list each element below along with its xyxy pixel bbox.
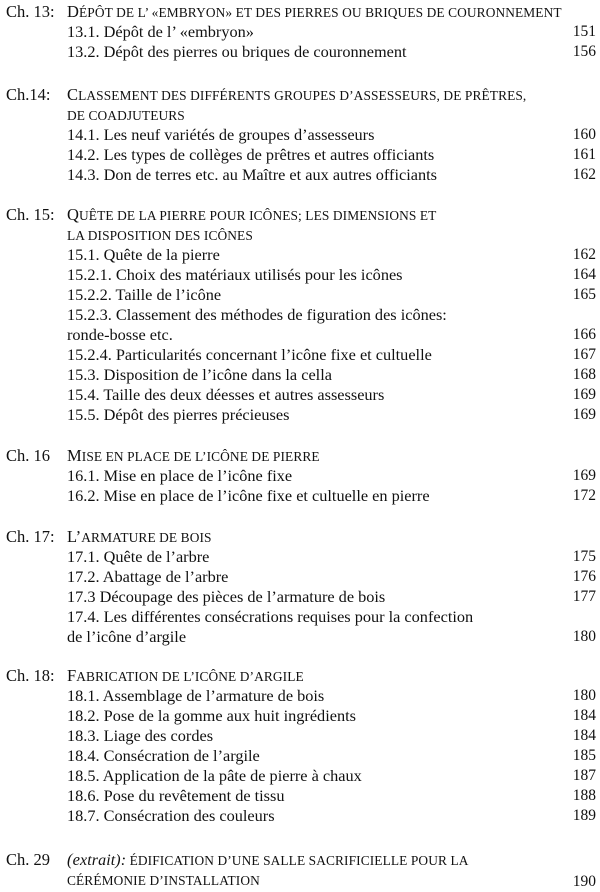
page-number: 162 bbox=[572, 166, 596, 183]
toc-entry-text: 18.5. Application de la pâte de pierre à chaux bbox=[67, 766, 362, 785]
chapter-title bbox=[67, 2, 582, 23]
chapter-title-line: DÉPÔT DE L’ «EMBRYON» ET DES PIERRES OU BRIQUES DE COURONNEMENT bbox=[67, 2, 562, 21]
toc-entry bbox=[67, 806, 600, 826]
toc-entry-text bbox=[67, 607, 473, 647]
toc-entry bbox=[67, 42, 600, 62]
chapter-title-line bbox=[67, 850, 582, 871]
toc-entry-text: 18.7. Consécration des couleurs bbox=[67, 806, 275, 825]
toc-entry-text: 17.1. Quête de l’arbre bbox=[67, 547, 210, 566]
chapter-title-text: ÉDIFICATION D’UNE SALLE SACRIFICIELLE POUR LA bbox=[129, 853, 469, 868]
chapter-label: Ch.14: bbox=[6, 85, 51, 104]
page-number: 167 bbox=[572, 346, 596, 363]
page-number: 161 bbox=[572, 146, 596, 163]
toc-entry-text: 13.2. Dépôt des pierres ou briques de couronnement bbox=[67, 42, 407, 61]
page-number: 184 bbox=[572, 707, 596, 724]
toc-entry-text: 16.1. Mise en place de l’icône fixe bbox=[67, 466, 293, 485]
toc-entry-line: 15.2.3. Classement des méthodes de figuration des icônes: bbox=[67, 305, 447, 324]
toc-entry bbox=[67, 365, 600, 385]
toc-entry-text: 16.2. Mise en place de l’icône fixe et cultuelle en pierre bbox=[67, 486, 430, 505]
toc-entry-text: 15.4. Taille des deux déesses et autres assesseurs bbox=[67, 385, 385, 404]
chapter-title-line: L’ARMATURE DE BOIS bbox=[67, 527, 212, 546]
chapter-title-line: DE COADJUTEURS bbox=[67, 108, 185, 123]
toc-entry-line: de l’icône d’argile bbox=[67, 627, 187, 646]
page-number: 164 bbox=[572, 266, 596, 283]
page-number: 190 bbox=[572, 873, 596, 890]
chapter-title bbox=[67, 527, 582, 548]
toc-entry-text: 14.2. Les types de collèges de prêtres et autres officiants bbox=[67, 145, 435, 164]
chapter-label: Ch. 13: bbox=[6, 2, 55, 21]
chapter-title bbox=[67, 446, 582, 467]
chapter-label: Ch. 17: bbox=[6, 527, 55, 546]
toc-entry-text: 18.6. Pose du revêtement de tissu bbox=[67, 786, 285, 805]
toc-entry bbox=[67, 706, 600, 726]
toc-entry-text: 15.1. Quête de la pierre bbox=[67, 245, 220, 264]
toc-entry bbox=[67, 786, 600, 806]
toc-entry bbox=[67, 567, 600, 587]
page-number: 151 bbox=[572, 23, 596, 40]
toc-entry bbox=[67, 726, 600, 746]
toc-entry bbox=[67, 746, 600, 766]
chapter-title bbox=[67, 205, 582, 246]
page-number: 169 bbox=[572, 386, 596, 403]
chapter-label: Ch. 18: bbox=[6, 666, 55, 685]
page-number: 169 bbox=[572, 406, 596, 423]
toc-entry bbox=[67, 486, 600, 506]
toc-entry-line: ronde-bosse etc. bbox=[67, 325, 173, 344]
page-number: 180 bbox=[572, 628, 596, 645]
toc-entry bbox=[67, 345, 600, 365]
page-number: 162 bbox=[572, 246, 596, 263]
toc-entry-text: 15.3. Disposition de l’icône dans la cella bbox=[67, 365, 332, 384]
toc-entry-text: 15.2.2. Taille de l’icône bbox=[67, 285, 222, 304]
toc-entry-text: 13.1. Dépôt de l’ «embryon» bbox=[67, 22, 254, 41]
toc-entry bbox=[67, 466, 600, 486]
toc-entry-text: 18.1. Assemblage de l’armature de bois bbox=[67, 686, 325, 705]
page-number: 184 bbox=[572, 727, 596, 744]
page-number: 177 bbox=[572, 588, 596, 605]
toc-entry-text: 18.4. Consécration de l’argile bbox=[67, 746, 260, 765]
page-number: 166 bbox=[572, 326, 596, 343]
toc-entry-text: 15.2.1. Choix des matériaux utilisés pour les icônes bbox=[67, 265, 403, 284]
page-number: 169 bbox=[572, 467, 596, 484]
page-number: 187 bbox=[572, 767, 596, 784]
toc-entry bbox=[67, 385, 600, 405]
toc-entry-text: 17.2. Abattage de l’arbre bbox=[67, 567, 229, 586]
page-number: 180 bbox=[572, 687, 596, 704]
toc-entry bbox=[67, 245, 600, 265]
page-number: 165 bbox=[572, 286, 596, 303]
page-number: 175 bbox=[572, 548, 596, 565]
page-number: 172 bbox=[572, 487, 596, 504]
chapter-title bbox=[67, 85, 582, 126]
toc-entry bbox=[67, 165, 600, 185]
toc-entry-text: 18.3. Liage des cordes bbox=[67, 726, 214, 745]
toc-entry bbox=[67, 405, 600, 425]
toc-entry-line: 17.4. Les différentes consécrations requises pour la confection bbox=[67, 607, 474, 626]
toc-entry-text: 15.2.4. Particularités concernant l’icône fixe et cultuelle bbox=[67, 345, 432, 364]
chapter-title-line: LA DISPOSITION DES ICÔNES bbox=[67, 228, 253, 243]
chapter-title-line: FABRICATION DE L’ICÔNE D’ARGILE bbox=[67, 666, 304, 685]
toc-entry-text bbox=[67, 305, 447, 345]
toc-entry bbox=[67, 145, 600, 165]
toc-entry bbox=[67, 587, 600, 607]
chapter-label: Ch. 15: bbox=[6, 205, 55, 224]
chapter-title-line: CLASSEMENT DES DIFFÉRENTS GROUPES D’ASSESSEURS, DE PRÊTRES, bbox=[67, 85, 527, 104]
chapter-title-line: QUÊTE DE LA PIERRE POUR ICÔNES; LES DIMENSIONS ET bbox=[67, 205, 437, 224]
page-number: 189 bbox=[572, 807, 596, 824]
toc-entry-text: 17.3 Découpage des pièces de l’armature de bois bbox=[67, 587, 386, 606]
chapter-title bbox=[67, 850, 582, 891]
toc-entry bbox=[67, 22, 600, 42]
page-number: 168 bbox=[572, 366, 596, 383]
page-number: 188 bbox=[572, 787, 596, 804]
toc-entry bbox=[67, 686, 600, 706]
toc-entry bbox=[67, 547, 600, 567]
toc-entry bbox=[67, 607, 600, 647]
toc-entry bbox=[67, 265, 600, 285]
chapter-title bbox=[67, 666, 582, 687]
chapter-title-prefix: (extrait): bbox=[67, 850, 127, 869]
toc-entry bbox=[67, 125, 600, 145]
chapter-label: Ch. 16 bbox=[6, 446, 51, 465]
page-number: 185 bbox=[572, 747, 596, 764]
chapter-label: Ch. 29 bbox=[6, 850, 51, 869]
page-number: 160 bbox=[572, 126, 596, 143]
toc-entry-text: 15.5. Dépôt des pierres précieuses bbox=[67, 405, 290, 424]
toc-entry-text: 18.2. Pose de la gomme aux huit ingrédients bbox=[67, 706, 356, 725]
toc-entry bbox=[67, 285, 600, 305]
toc-entry bbox=[67, 766, 600, 786]
toc-entry-text: 14.1. Les neuf variétés de groupes d’assesseurs bbox=[67, 125, 375, 144]
toc-entry bbox=[67, 305, 600, 345]
toc-entry-text: 14.3. Don de terres etc. au Maître et aux autres officiants bbox=[67, 165, 437, 184]
page-number: 156 bbox=[572, 43, 596, 60]
chapter-title-line: CÉRÉMONIE D’INSTALLATION bbox=[67, 873, 260, 888]
chapter-title-line: MISE EN PLACE DE L’ICÔNE DE PIERRE bbox=[67, 446, 320, 465]
page-number: 176 bbox=[572, 568, 596, 585]
